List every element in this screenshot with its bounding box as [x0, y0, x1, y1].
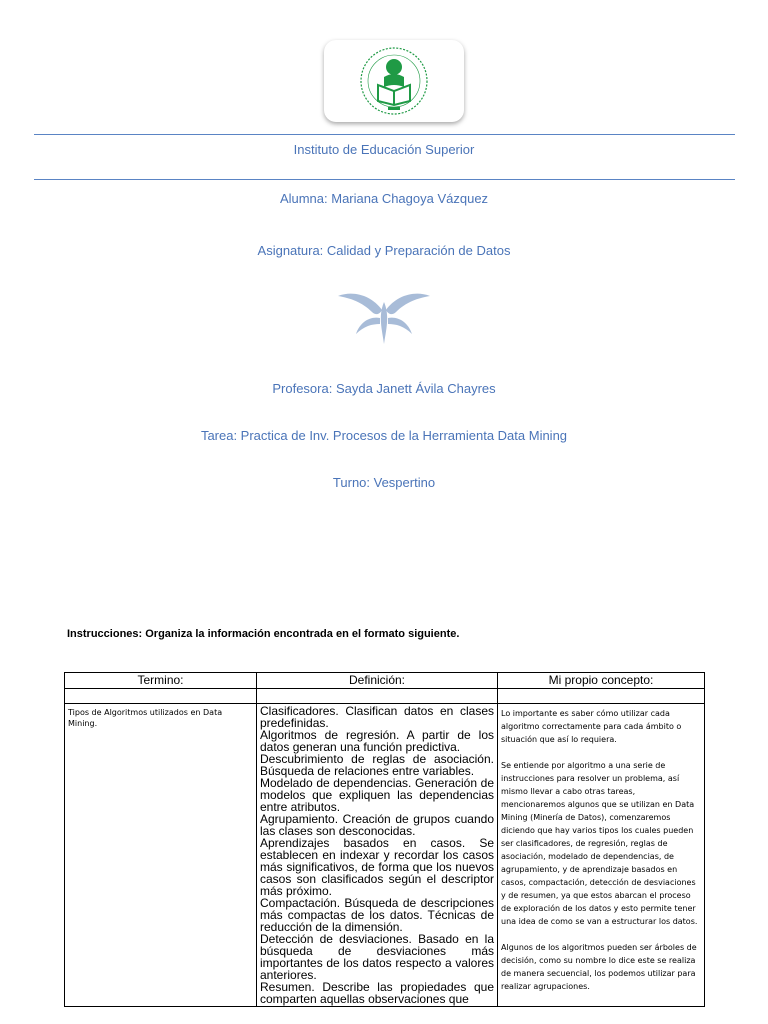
- table-row: [65, 704, 705, 1007]
- header-term: Termino:: [65, 673, 257, 689]
- definition-cell: [257, 704, 498, 1007]
- table-header-row: [65, 673, 705, 689]
- institution-name: Instituto de Educación Superior: [293, 142, 475, 157]
- institution-seal-icon: [354, 43, 434, 119]
- definition-item: Resumen. Describe las propiedades que comparten aquellas observaciones que: [260, 980, 494, 1006]
- leaf-ornament-icon: [336, 290, 432, 348]
- teacher-name: Profesora: Sayda Janett Ávila Chayres: [272, 381, 496, 396]
- institution-logo: [324, 40, 464, 122]
- concept-table: [64, 672, 705, 1007]
- definition-item: Descubrimiento de reglas de asociación. Búsqueda de relaciones entre variables.: [260, 752, 494, 778]
- header-own-concept: Mi propio concepto:: [498, 673, 705, 689]
- definition-item: Agrupamiento. Creación de grupos cuando las clases son desconocidas.: [260, 812, 494, 838]
- own-concept-paragraph: Lo importante es saber cómo utilizar cada algoritmo correctamente para cada ámbito o situación que así lo requiera.: [501, 709, 682, 744]
- header-rule: [34, 179, 735, 180]
- definition-item: Algoritmos de regresión. A partir de los datos generan una función predictiva.: [260, 728, 494, 754]
- instructions-text: Instrucciones: Organiza la información encontrada en el formato siguiente.: [67, 628, 460, 640]
- shift-label: Turno: Vespertino: [332, 475, 436, 490]
- table-blank-row: [65, 689, 705, 704]
- own-concept-paragraph: Algunos de los algoritmos pueden ser árboles de decisión, como su nombre lo dice este se realiza de manera secuencial, los podemos utilizar para realizar agrupaciones.: [501, 943, 697, 991]
- top-rule: [34, 134, 735, 135]
- definition-item: Compactación. Búsqueda de descripciones más compactas de los datos. Técnicas de reducción de la dimensión.: [260, 896, 494, 934]
- student-name: Alumna: Mariana Chagoya Vázquez: [279, 191, 489, 206]
- task-title: Tarea: Practica de Inv. Procesos de la Herramienta Data Mining: [200, 428, 568, 443]
- own-concept-cell: [498, 704, 705, 1007]
- definition-item: Aprendizajes basados en casos. Se establecen en indexar y recordar los casos más significativos, de forma que los nuevos casos son clasificados según el descriptor más próximo.: [260, 836, 494, 898]
- definition-item: Detección de desviaciones. Basado en la búsqueda de desviaciones más importantes de los datos respecto a valores anteriores.: [260, 932, 494, 982]
- header-definition: Definición:: [257, 673, 498, 689]
- definition-item: Modelado de dependencias. Generación de modelos que expliquen las dependencias entre atributos.: [260, 776, 494, 814]
- definition-item: Clasificadores. Clasifican datos en clases predefinidas.: [260, 704, 494, 730]
- subject-name: Asignatura: Calidad y Preparación de Datos: [257, 243, 511, 258]
- term-cell: Tipos de Algoritmos utilizados en Data Mining.: [65, 704, 257, 1007]
- own-concept-paragraph: Se entiende por algoritmo a una serie de instrucciones para resolver un problema, así mismo llevar a cabo otras tareas, mencionaremos algunos que se utilizan en Data Mining (Minería de Datos), comenzaremos diciendo que hay varios tipos los cuales pueden ser clasificadores, de regresión, reglas de asociación, modelado de dependencias, de agrupamiento, y de aprendizaje basados en casos, compactación, detección de desviaciones y de resumen, ya que estos abarcan el proceso de exploración de los datos y esto permite tener una idea de como se van a estructurar los datos.: [501, 761, 698, 926]
